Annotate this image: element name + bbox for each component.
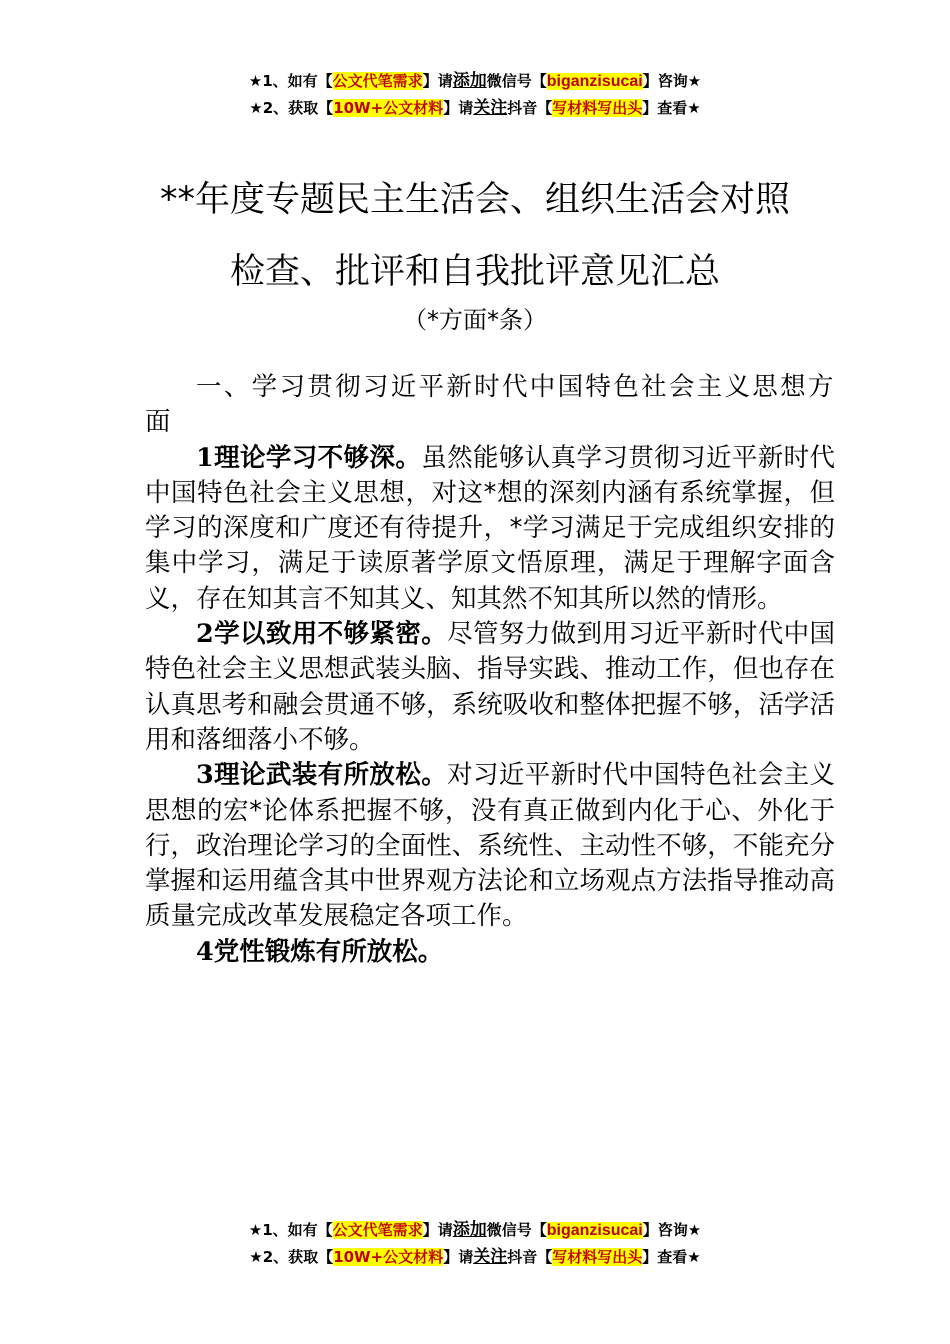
- banner-text: 】咨询: [642, 72, 688, 90]
- banner-text: 1、如有【: [262, 1221, 333, 1239]
- document-body: [145, 370, 835, 970]
- banner-line-2: [0, 1244, 950, 1270]
- document-title-line-2: 检查、批评和自我批评意见汇总: [229, 252, 720, 292]
- banner-text: 】请: [443, 99, 474, 117]
- highlight-douyin-id: 写材料写出头: [552, 99, 643, 117]
- banner-text: 】请: [422, 1221, 453, 1239]
- banner-text: 1、如有【: [262, 72, 333, 90]
- item-text: 虽然能够认真学习贯彻习近平新时代中国特色社会主义思想，对这*想的深刻内涵有系统掌握，但学习的深度和广度还有待提升，*学习满足于完成组织安排的集中学习，满足于读原著学原文悟原理，满足于理解字面含义，存在知其言不知其义、知其然不知其所以然的情形。: [145, 442, 835, 614]
- star-icon: ★: [249, 99, 263, 117]
- highlight-wechat-id: biganzisucai: [546, 1222, 643, 1239]
- highlight-service: 公文代笔需求: [332, 1221, 423, 1239]
- item-text: 尽管努力做到用习近平新时代中国特色社会主义思想武装头脑、指导实践、推动工作，但也存在认真思考和融会贯通不够，系统吸收和整体把握不够，活学活用和落细落小不够。: [145, 619, 835, 755]
- item-heading: 3理论武装有所放松。: [196, 760, 448, 791]
- highlight-wechat-id: biganzisucai: [546, 73, 643, 90]
- banner-text: 2、获取【: [262, 1248, 334, 1266]
- star-icon: ★: [249, 1248, 263, 1266]
- banner-line-1: [0, 1217, 950, 1244]
- top-banner: [0, 68, 950, 121]
- document-title-line-1: **年度专题民主生活会、组织生活会对照: [159, 180, 790, 220]
- highlight-service: 公文代笔需求: [332, 72, 423, 90]
- bottom-banner: [0, 1217, 950, 1270]
- star-icon: ★: [248, 1221, 263, 1239]
- banner-text: 微信号【: [486, 72, 547, 90]
- highlight-materials: 10W+公文材料: [333, 99, 444, 117]
- banner-text: 微信号【: [486, 1221, 547, 1239]
- star-icon: ★: [687, 72, 702, 90]
- highlight-materials: 10W+公文材料: [333, 1248, 444, 1266]
- underlined-text: 关注: [473, 1247, 508, 1267]
- banner-text: 2、获取【: [262, 99, 334, 117]
- banner-text: 】咨询: [642, 1221, 688, 1239]
- section-heading: 一、学习贯彻习近平新时代中国特色社会主义思想方面: [145, 372, 835, 438]
- star-icon: ★: [687, 1248, 701, 1266]
- list-item: [145, 441, 835, 617]
- banner-text: 】请: [422, 72, 453, 90]
- banner-line-2: [0, 95, 950, 121]
- document-subtitle: （*方面*条）: [403, 306, 547, 334]
- underlined-text: 添加: [452, 1220, 487, 1240]
- banner-text: 】请: [443, 1248, 474, 1266]
- item-heading: 1理论学习不够深。: [196, 442, 422, 473]
- star-icon: ★: [687, 1221, 702, 1239]
- item-heading: 2学以致用不够紧密。: [196, 619, 448, 650]
- banner-text: 抖音【: [507, 1248, 553, 1266]
- list-item: [145, 935, 835, 970]
- list-item: [145, 617, 835, 758]
- banner-text: 】查看: [642, 99, 688, 117]
- underlined-text: 添加: [452, 71, 487, 91]
- banner-text: 】查看: [642, 1248, 688, 1266]
- highlight-douyin-id: 写材料写出头: [552, 1248, 643, 1266]
- item-text: 对习近平新时代中国特色社会主义思想的宏*论体系把握不够，没有真正做到内化于心、外化于行，政治理论学习的全面性、系统性、主动性不够，不能充分掌握和运用蕴含其中世界观方法论和立场观点方法指导推动高质量完成改革发展稳定各项工作。: [145, 760, 835, 932]
- banner-line-1: [0, 68, 950, 95]
- banner-text: 抖音【: [507, 99, 553, 117]
- item-heading: 4党性锻炼有所放松。: [196, 936, 444, 967]
- star-icon: ★: [248, 72, 263, 90]
- list-item: [145, 758, 835, 934]
- underlined-text: 关注: [473, 98, 508, 118]
- star-icon: ★: [687, 99, 701, 117]
